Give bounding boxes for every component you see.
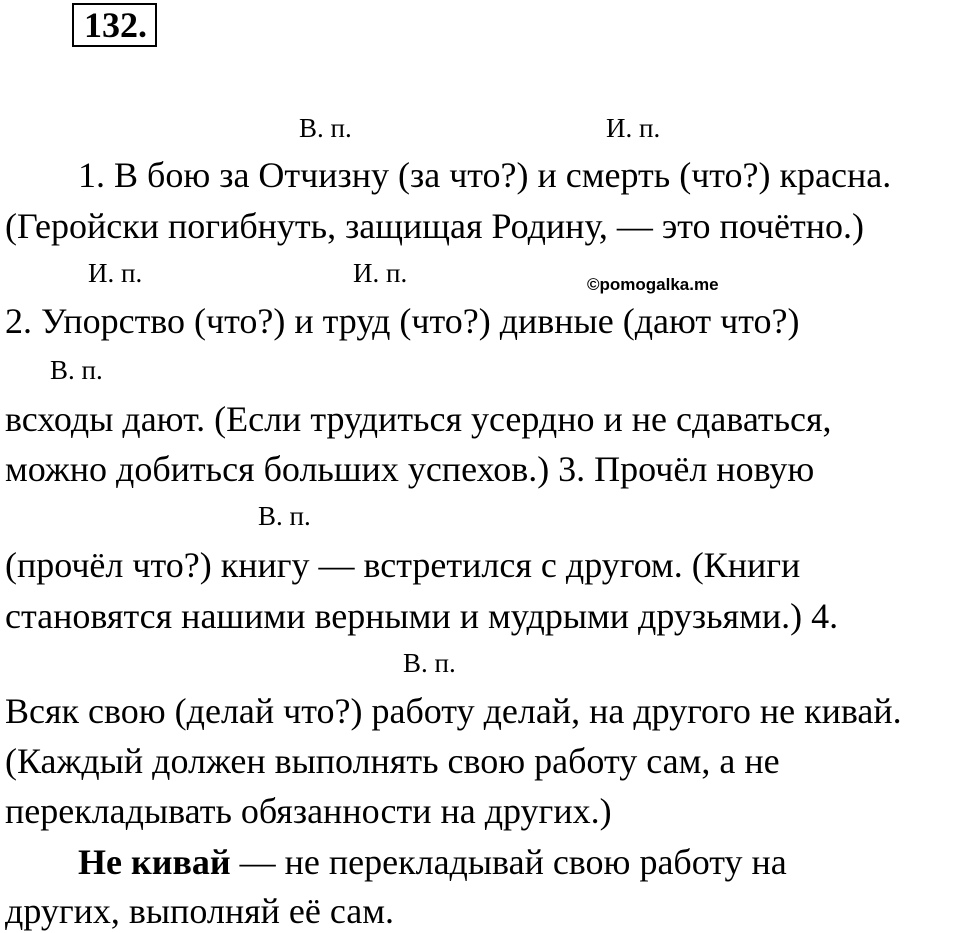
case-label: В. п. [299, 113, 352, 143]
text-line: всходы дают. (Если трудиться усердно и не сдаваться, [5, 399, 832, 439]
case-label: И. п. [606, 113, 661, 143]
case-label: В. п. [50, 355, 103, 385]
case-label: И. п. [353, 258, 408, 288]
watermark: ©pomogalka.me [587, 275, 719, 294]
text-line: (прочёл что?) книгу — встретился с другом. (Книги [5, 545, 801, 585]
case-label: В. п. [258, 501, 311, 531]
text-line: 2. Упорство (что?) и труд (что?) дивные (дают что?) [5, 301, 800, 341]
task-number: 132. [72, 3, 157, 47]
text-line: Всяк свою (делай что?) работу делай, на другого не кивай. [5, 691, 902, 731]
text-line: других, выполняй её сам. [5, 891, 395, 931]
case-label: В. п. [403, 648, 456, 678]
text-line [78, 842, 787, 882]
text-line: становятся нашими верными и мудрыми друзьями.) 4. [5, 596, 839, 636]
text-line: перекладывать обязанности на других.) [5, 791, 612, 831]
text-line: (Геройски погибнуть, защищая Родину, — это почётно.) [5, 206, 864, 246]
text-line: (Каждый должен выполнять свою работу сам, а не [5, 741, 780, 781]
text-line: 1. В бою за Отчизну (за что?) и смерть (что?) красна. [78, 155, 892, 195]
text-line: можно добиться больших успехов.) 3. Прочёл новую [5, 449, 815, 489]
bold-term: Не кивай [78, 842, 231, 882]
term-definition: — не перекладывай свою работу на [230, 842, 787, 882]
case-label: И. п. [88, 258, 143, 288]
